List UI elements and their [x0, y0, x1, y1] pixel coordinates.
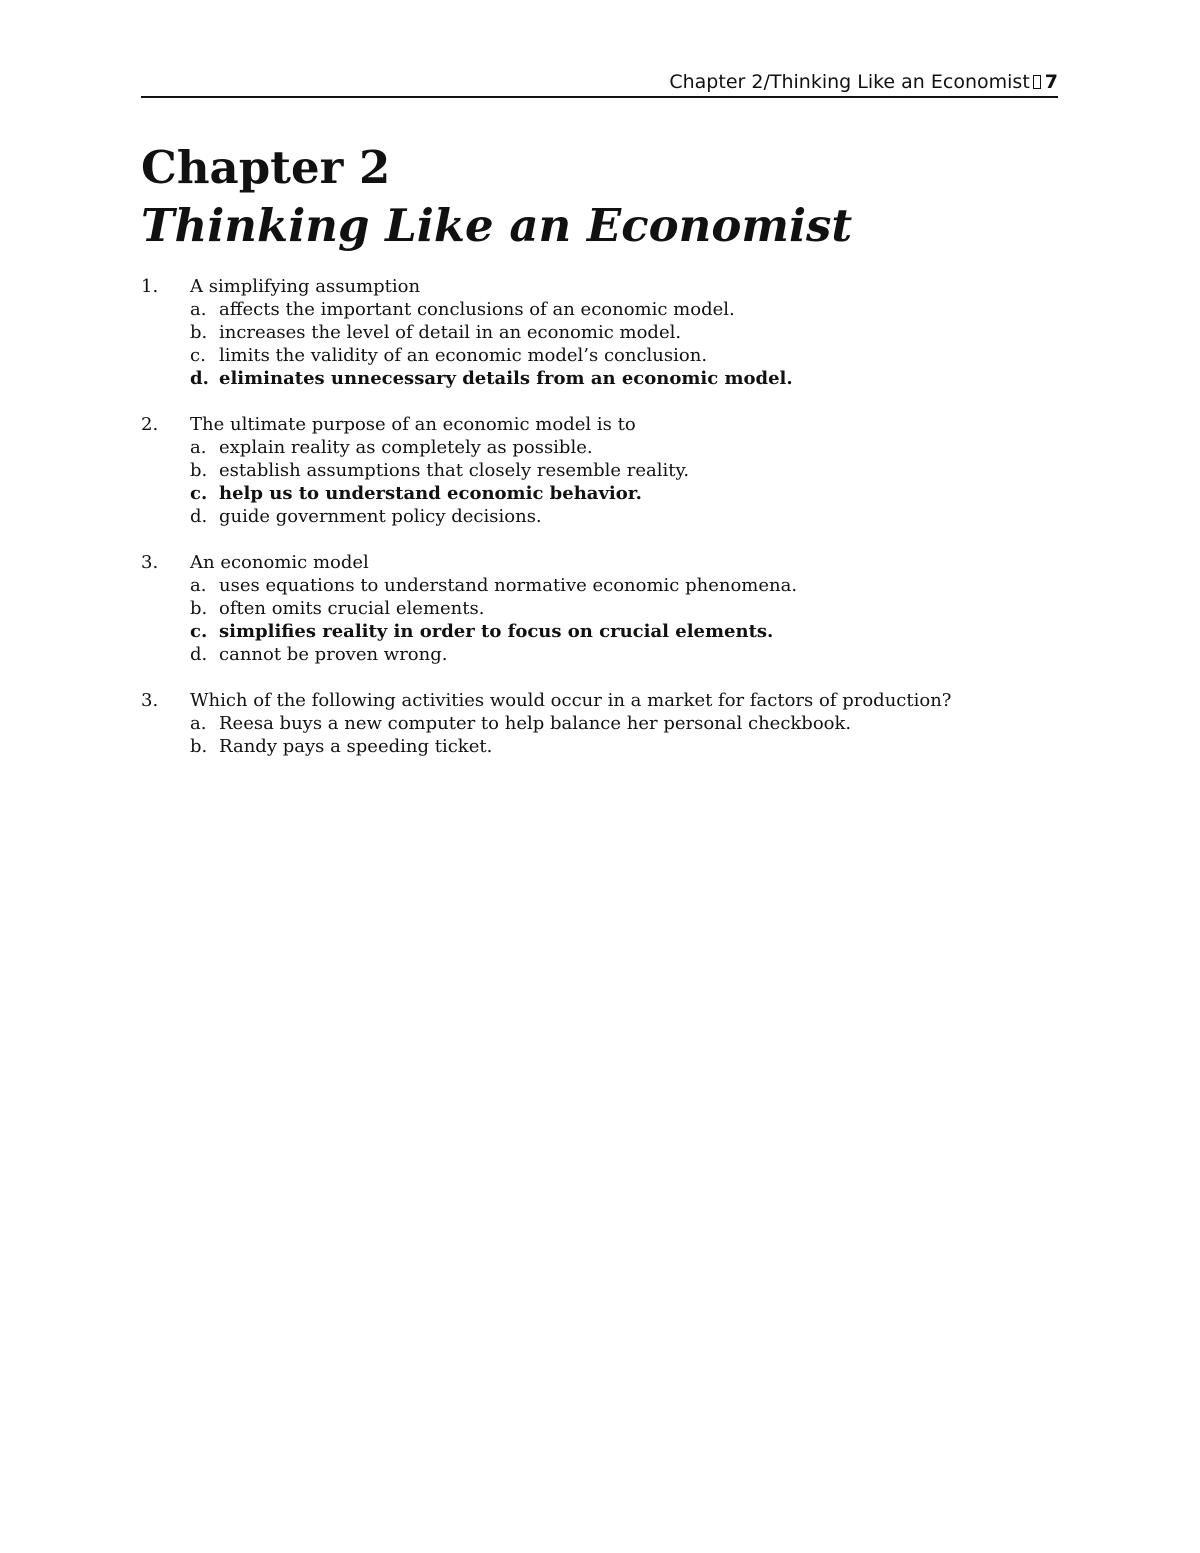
option-c — [190, 344, 1058, 367]
option-a — [190, 298, 1058, 321]
question-stem: Which of the following activities would occur in a market for factors of production? — [190, 690, 952, 711]
option-letter: a. — [190, 299, 207, 320]
option-letter: d. — [190, 506, 208, 527]
option-letter: c. — [190, 483, 208, 504]
option-text: Reesa buys a new computer to help balance her personal checkbook. — [219, 713, 852, 734]
option-text: limits the validity of an economic model’s conclusion. — [219, 345, 708, 366]
option-b — [190, 321, 1058, 344]
option-letter: c. — [190, 345, 206, 366]
question-number: 1. — [141, 276, 159, 297]
option-text: increases the level of detail in an economic model. — [219, 322, 682, 343]
question-stem: The ultimate purpose of an economic model is to — [190, 414, 636, 435]
option-letter: b. — [190, 460, 208, 481]
option-letter: b. — [190, 322, 208, 343]
chapter-title: Chapter 2 — [141, 141, 391, 194]
option-a — [190, 712, 1058, 735]
option-d — [190, 643, 1058, 666]
chapter-subtitle: Thinking Like an Economist — [141, 199, 853, 252]
option-a — [190, 436, 1058, 459]
running-header-title: Chapter 2/Thinking Like an Economist — [669, 71, 1030, 93]
question-stem: An economic model — [190, 552, 369, 573]
question-number: 2. — [141, 414, 159, 435]
option-letter: d. — [190, 368, 209, 389]
option-letter: b. — [190, 598, 208, 619]
option-text: eliminates unnecessary details from an economic model. — [219, 368, 793, 389]
option-text: cannot be proven wrong. — [219, 644, 448, 665]
option-c-correct — [190, 620, 1058, 643]
option-text: uses equations to understand normative economic phenomena. — [219, 575, 798, 596]
option-letter: a. — [190, 575, 207, 596]
question-list — [141, 275, 1058, 781]
option-text: guide government policy decisions. — [219, 506, 542, 527]
question-number: 3. — [141, 690, 159, 711]
option-letter: c. — [190, 621, 208, 642]
option-text: help us to understand economic behavior. — [219, 483, 642, 504]
option-a — [190, 574, 1058, 597]
missing-glyph-icon — [1033, 75, 1041, 89]
option-d-correct — [190, 367, 1058, 390]
option-letter: a. — [190, 437, 207, 458]
question-stem: A simplifying assumption — [190, 276, 421, 297]
option-b — [190, 459, 1058, 482]
question-2 — [141, 413, 1058, 528]
question-4 — [141, 689, 1058, 758]
option-text: simplifies reality in order to focus on crucial elements. — [219, 621, 774, 642]
question-1 — [141, 275, 1058, 390]
option-text: affects the important conclusions of an economic model. — [219, 299, 735, 320]
running-header — [141, 70, 1058, 98]
option-letter: d. — [190, 644, 208, 665]
option-letter: b. — [190, 736, 208, 757]
option-d — [190, 505, 1058, 528]
option-c-correct — [190, 482, 1058, 505]
option-b — [190, 597, 1058, 620]
option-text: Randy pays a speeding ticket. — [219, 736, 493, 757]
question-3 — [141, 551, 1058, 666]
question-number: 3. — [141, 552, 159, 573]
option-b — [190, 735, 1058, 758]
option-text: explain reality as completely as possible. — [219, 437, 593, 458]
option-text: often omits crucial elements. — [219, 598, 485, 619]
option-letter: a. — [190, 713, 207, 734]
option-text: establish assumptions that closely resemble reality. — [219, 460, 690, 481]
page-number: 7 — [1044, 71, 1058, 93]
